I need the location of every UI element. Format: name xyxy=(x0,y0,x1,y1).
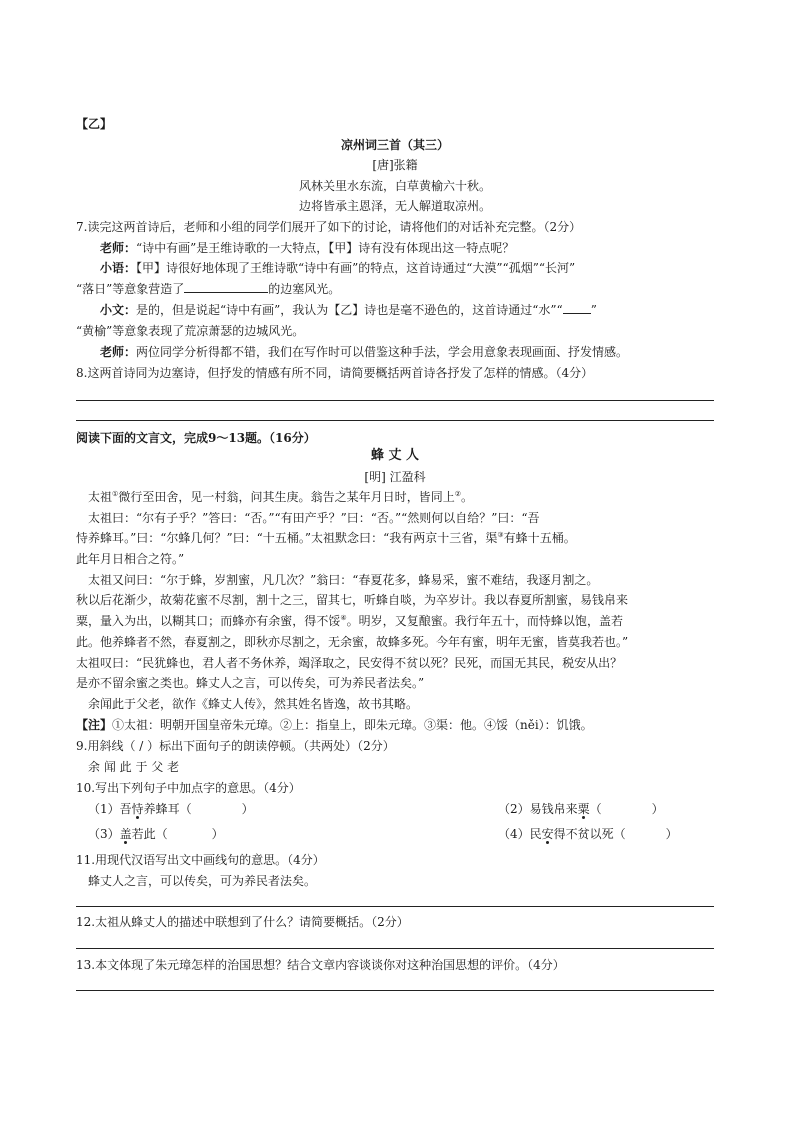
notes-text: ①太祖：明朝开国皇帝朱元璋。②上：指皇上，即朱元璋。③渠：他。④馁（něi）：饥饿。 xyxy=(112,718,593,732)
q7-xiaoyu-cont-b: 的边塞风光。 xyxy=(268,282,341,296)
reading-p3-line4: 此。他养蜂者不然，春夏割之，即秋亦尽割之，无余蜜，故蜂多死。今年有蜜，明年无蜜，皆莫我若也。” xyxy=(76,635,629,649)
q8-prompt: 8.这两首诗同为边塞诗，但抒发的情感有所不同，请简要概括两首诗各抒发了怎样的情感。（4分） xyxy=(76,366,594,380)
q7-xiaoyu-cont xyxy=(76,279,714,299)
q7-xiaoyu-line xyxy=(100,258,714,278)
q10-item-2: （2）易钱帛来粟（ ） xyxy=(498,802,664,816)
q7-teacher-line xyxy=(100,238,714,258)
poem-line-2: 边将皆承主恩泽，无人解道取凉州。 xyxy=(298,199,491,213)
q7-xiaowen-line xyxy=(100,300,714,320)
q11-sentence: 蜂丈人之言，可以传矣，可为养民者法矣。 xyxy=(88,874,317,888)
poem-author: [唐]张籍 xyxy=(372,158,418,172)
q8-answer-line-2[interactable] xyxy=(76,420,714,421)
speaker-xiaowen: 小文： xyxy=(100,303,137,317)
note-marker: ③ xyxy=(497,531,504,539)
reading-p2-line3: 此年月日相合之符。” xyxy=(76,552,185,566)
q7-blank-1[interactable] xyxy=(184,279,268,293)
q9-prompt: 9.用斜线（ / ）标出下面句子的朗读停顿。（共两处）（2分） xyxy=(76,739,395,753)
q7-teacher-text: “诗中有画”是王维诗歌的一大特点，【甲】诗有没有体现出这一特点呢？ xyxy=(136,241,515,255)
q10-row-1 xyxy=(88,799,714,819)
reading-p4: 余闻此于父老，欲作《蜂丈人传》，然其姓名皆逸，故书其略。 xyxy=(88,697,419,711)
reading-intro: 阅读下面的文言文，完成9～13题。（16分） xyxy=(76,431,316,445)
note-marker: ② xyxy=(454,490,462,498)
reading-notes xyxy=(76,715,714,735)
q7-teacher2-line xyxy=(100,342,714,362)
q7-xiaowen-cont: “黄榆”等意象表现了荒凉萧瑟的边城风光。 xyxy=(76,324,305,338)
q11-answer-line[interactable] xyxy=(76,906,714,907)
reading-p2-line1: 太祖曰：“尔有子乎？”答曰：“否。”“有田产乎？”曰：“否。”“然则何以自给？”曰：“吾 xyxy=(88,511,540,525)
q7-xiaoyu-text: 【甲】诗很好地体现了王维诗歌“诗中有画”的特点，这首诗通过“大漠”“孤烟”“长河” xyxy=(136,261,576,275)
q12-answer-line[interactable] xyxy=(76,948,714,949)
note-marker: ④ xyxy=(340,614,347,622)
q7-prompt: 7.读完这两首诗后，老师和小组的同学们展开了如下的讨论，请将他们的对话补充完整。（2分） xyxy=(76,220,582,234)
reading-author: [明] 江盈科 xyxy=(364,470,426,484)
reading-p2-line2: 恃养蜂耳。”曰：“尔蜂几何？”曰：“十五桶。”太祖默念曰：“我有两京十三省，渠③有蜂十五桶。 xyxy=(76,531,576,545)
reading-p3-line1: 太祖又问曰：“尔于蜂，岁割蜜，凡几次？”翁曰：“春夏花多，蜂易采，蜜不难结，我逐月割之。 xyxy=(88,573,599,587)
q7-teacher2-text: 两位同学分析得都不错，我们在写作时可以借鉴这种手法，学会用意象表现画面、抒发情感。 xyxy=(136,345,629,359)
q10-item-1: （1）吾恃养蜂耳（ ） xyxy=(88,802,254,816)
reading-p3-line3: 粟，量入为出，以糊其口；而蜂亦有余蜜，得不馁④。明岁，又复酿蜜。我行年五十，而恃蜂以饱，盖若 xyxy=(76,614,623,628)
speaker-xiaoyu: 小语： xyxy=(100,261,137,275)
q9-sentence[interactable]: 余 闻 此 于 父 老 xyxy=(88,760,180,774)
reading-p3-line5: 太祖叹曰：“民犹蜂也，君人者不务休养，竭泽取之，民安得不贫以死？民死，而国无其民，税安从出？ xyxy=(76,656,623,670)
q8-answer-line-1[interactable] xyxy=(76,400,714,401)
q10-item-3: （3）盖若此（ ） xyxy=(88,827,224,841)
reading-p1: 太祖①微行至田舍，见一村翁，问其生庚。翁告之某年月日时，皆同上②。 xyxy=(88,490,474,504)
q13-prompt: 13.本文体现了朱元璋怎样的治国思想？结合文章内容谈谈你对这种治国思想的评价。（4分） xyxy=(76,958,565,972)
poem-title: 凉州词三首（其三） xyxy=(340,138,449,152)
q12-prompt: 12.太祖从蜂丈人的描述中联想到了什么？请简要概括。（2分） xyxy=(76,915,409,929)
q7-xiaowen-text-b: ” xyxy=(590,303,597,317)
poem-line-1: 风林关里水东流，白草黄榆六十秋。 xyxy=(298,179,491,193)
note-marker: ① xyxy=(112,490,119,498)
part-b-label: 【乙】 xyxy=(76,117,113,131)
q7-xiaowen-text-a: 是的，但是说起“诗中有画”，我认为【乙】诗也是毫不逊色的，这首诗通过“水”“ xyxy=(136,303,563,317)
reading-title: 蜂 丈 人 xyxy=(370,448,420,463)
q11-prompt: 11.用现代汉语写出文中画线句的意思。（4分） xyxy=(76,853,325,867)
notes-label: 【注】 xyxy=(76,718,113,732)
q13-answer-line[interactable] xyxy=(76,990,714,991)
speaker-teacher-2: 老师： xyxy=(100,345,137,359)
q10-row-2 xyxy=(88,824,714,844)
q7-xiaoyu-cont-a: “落日”等意象营造了 xyxy=(76,282,185,296)
reading-p3-line6: 是亦不留余蜜之类也。蜂丈人之言，可以传矣，可为养民者法矣。” xyxy=(76,676,425,690)
reading-p3-line2: 秋以后花渐少，故菊花蜜不尽割，割十之三，留其七，听蜂自啖，为卒岁计。我以春夏所割蜜，易钱帛来 xyxy=(76,593,629,607)
speaker-teacher: 老师： xyxy=(100,241,137,255)
q7-blank-2[interactable] xyxy=(563,300,591,314)
q10-prompt: 10.写出下列句子中加点字的意思。（4分） xyxy=(76,781,301,795)
q10-item-4: （4）民安得不贫以死（ ） xyxy=(498,827,678,841)
